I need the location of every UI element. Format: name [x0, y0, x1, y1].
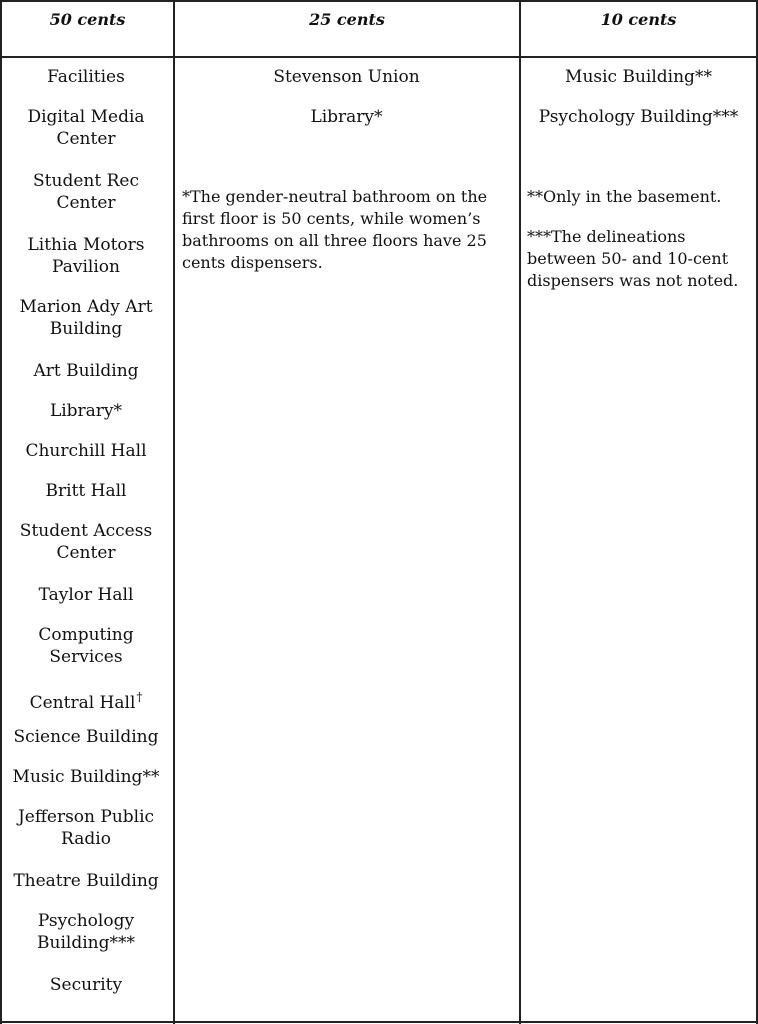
psychology-footnote: ***The delineations between 50- and 10-cent dispensers was not noted.	[527, 227, 739, 290]
header-divider	[0, 56, 758, 58]
list-item: Britt Hall	[45, 481, 127, 501]
list-item: Lithia Motors Pavilion	[27, 235, 145, 277]
list-item: Computing Services	[38, 625, 134, 667]
list-item: Library*	[310, 107, 383, 127]
list-item-central-hall	[2, 686, 170, 714]
list-item: Science Building	[13, 727, 159, 747]
dagger-mark: †	[136, 690, 143, 704]
list-item: Security	[49, 975, 123, 995]
column-divider-2	[519, 0, 521, 1024]
central-hall-label: Central Hall	[29, 693, 136, 713]
list-item: Taylor Hall	[38, 585, 134, 605]
library-footnote: *The gender-neutral bathroom on the first floor is 50 cents, while women’s bathrooms on all three floors have 25 cents dispensers.	[182, 187, 488, 272]
list-item: Art Building	[33, 361, 139, 381]
header-50-cents: 50 cents	[49, 10, 126, 29]
column-divider-1	[173, 0, 175, 1024]
music-footnote: **Only in the basement.	[527, 187, 722, 206]
header-25-cents: 25 cents	[309, 10, 385, 29]
list-item: Jefferson Public Radio	[17, 807, 155, 849]
list-item: Digital Media Center	[27, 107, 145, 149]
list-item: Music Building**	[12, 767, 160, 787]
list-item: Theatre Building	[13, 871, 159, 891]
list-item: Music Building**	[565, 67, 712, 87]
list-item: Psychology Building***	[37, 911, 135, 953]
list-item: Psychology Building***	[538, 107, 739, 127]
table-bottom-border	[0, 1021, 758, 1023]
list-item: Marion Ady Art Building	[19, 297, 153, 339]
list-item: Library*	[49, 401, 123, 421]
list-item: Facilities	[47, 67, 125, 87]
list-item: Churchill Hall	[25, 441, 147, 461]
list-item: Stevenson Union	[273, 67, 420, 87]
list-item: Student Access Center	[19, 521, 153, 563]
header-10-cents: 10 cents	[600, 10, 677, 29]
list-item: Student Rec Center	[33, 171, 139, 213]
